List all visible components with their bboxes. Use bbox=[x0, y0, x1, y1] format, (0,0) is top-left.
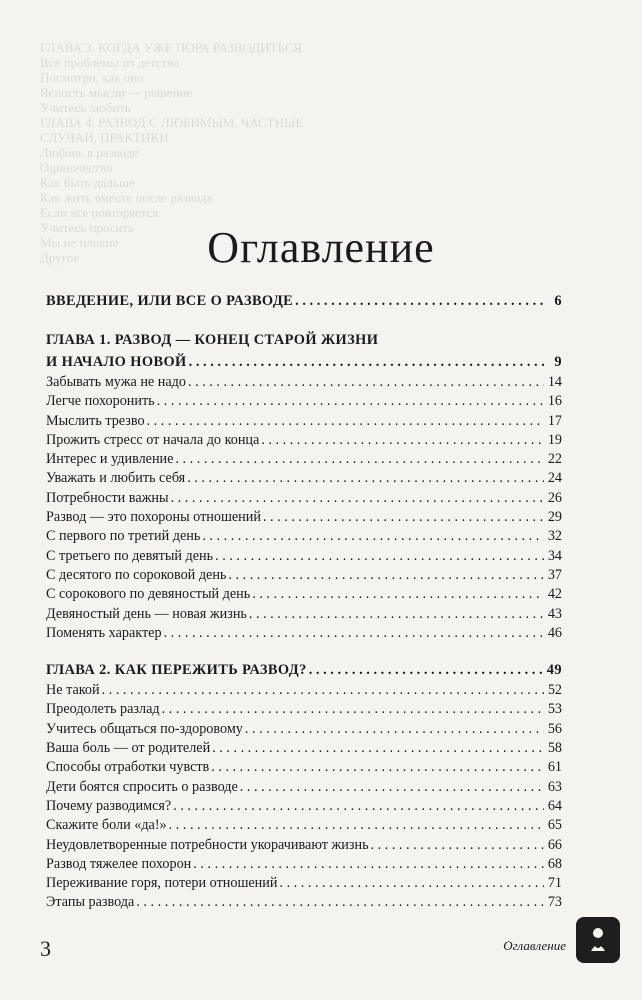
toc-item[interactable] bbox=[46, 392, 562, 411]
chapter-heading-1-line2[interactable] bbox=[46, 351, 562, 373]
toc-item-label: С десятого по сороковой день bbox=[46, 566, 227, 583]
toc-item[interactable] bbox=[46, 624, 562, 643]
toc-item-page: 68 bbox=[547, 855, 562, 872]
toc-item[interactable] bbox=[46, 874, 562, 893]
leader-dots bbox=[249, 605, 544, 624]
toc-item-label: С первого по третий день bbox=[46, 528, 201, 545]
toc-item-page: 63 bbox=[547, 778, 562, 795]
leader-dots bbox=[295, 290, 544, 309]
toc-item-label: Дети боятся спросить о разводе bbox=[46, 778, 238, 795]
leader-dots bbox=[136, 893, 544, 912]
toc-item-label: Не такой bbox=[46, 682, 100, 699]
toc-item[interactable] bbox=[46, 469, 562, 488]
toc-item-label: Преодолеть разлад bbox=[46, 701, 160, 718]
page-title: Оглавление bbox=[207, 223, 435, 272]
leader-dots bbox=[188, 373, 544, 392]
toc-item-page: 19 bbox=[547, 431, 562, 448]
toc-item-page: 64 bbox=[547, 797, 562, 814]
toc-item-page: 56 bbox=[547, 720, 562, 737]
figure-icon bbox=[576, 917, 620, 963]
toc-item-page: 61 bbox=[547, 759, 562, 776]
leader-dots bbox=[157, 392, 544, 411]
toc-item-page: 65 bbox=[547, 817, 562, 834]
toc-item-label: Этапы развода bbox=[46, 894, 135, 911]
leader-dots bbox=[202, 527, 544, 546]
leader-dots bbox=[102, 681, 544, 700]
leader-dots bbox=[228, 566, 544, 585]
toc-item-label: Легче похоронить bbox=[46, 393, 155, 410]
toc-item-label: Развод тяжелее похорон bbox=[46, 855, 192, 872]
toc-item[interactable] bbox=[46, 547, 562, 566]
leader-dots bbox=[240, 778, 544, 797]
toc-item-page: 71 bbox=[547, 875, 562, 892]
toc-item-page: 43 bbox=[547, 605, 562, 622]
toc-item-label: Прожить стресс от начала до конца bbox=[46, 431, 260, 448]
leader-dots bbox=[147, 412, 544, 431]
leader-dots bbox=[193, 855, 544, 874]
toc-item-page: 24 bbox=[547, 470, 562, 487]
toc-entry-page: 49 bbox=[546, 662, 562, 679]
toc-item-page: 53 bbox=[547, 701, 562, 718]
chapter-label: ГЛАВА 1. РАЗВОД — КОНЕЦ СТАРОЙ ЖИЗНИ bbox=[46, 332, 379, 348]
toc-item-label: Забывать мужа не надо bbox=[46, 374, 186, 390]
toc-item-label: Ваша боль — от родителей bbox=[46, 740, 211, 757]
toc-item-label: Неудовлетворенные потребности укорачивают жизнь bbox=[46, 836, 369, 853]
toc-item[interactable] bbox=[46, 489, 562, 508]
leader-dots bbox=[252, 585, 544, 604]
toc-item[interactable] bbox=[46, 431, 562, 450]
toc-item-page: 29 bbox=[547, 509, 562, 526]
toc-entry-label: ВВЕДЕНИЕ, ИЛИ ВСЕ О РАЗВОДЕ bbox=[46, 293, 294, 309]
toc-item[interactable] bbox=[46, 527, 562, 546]
leader-dots bbox=[212, 739, 544, 758]
toc-item-page: 34 bbox=[547, 547, 562, 564]
toc-item[interactable] bbox=[46, 585, 562, 604]
leader-dots bbox=[211, 758, 544, 777]
leader-dots bbox=[162, 700, 544, 719]
show-through-text: ГЛАВА 3. КОГДА УЖЕ ПОРА РАЗВОДИТЬСЯ Все проблемы из детства Посмотри, как оно Ясность мысли — решение Учитесь любить ГЛАВА 4. РАЗВОД С ЛЮБИМЫМ. ЧАСТНЫЕ СЛУЧАИ, ПРАКТИКИ Любовь в разводе Одиночество Как быть дальше Как жить вместе после развода Если все повторяется Учитесь просить Мы не плохие Другое bbox=[40, 40, 304, 265]
toc-item-page: 17 bbox=[547, 412, 562, 429]
toc-item[interactable] bbox=[46, 508, 562, 527]
toc-item-page: 66 bbox=[547, 836, 562, 853]
toc-item[interactable] bbox=[46, 778, 562, 797]
leader-dots bbox=[309, 659, 544, 678]
leader-dots bbox=[371, 836, 544, 855]
leader-dots bbox=[169, 816, 544, 835]
toc-item-label: Скажите боли «да!» bbox=[46, 817, 167, 834]
leader-dots bbox=[173, 797, 544, 816]
toc-item-page: 14 bbox=[547, 374, 562, 390]
leader-dots bbox=[261, 431, 544, 450]
toc-item[interactable] bbox=[46, 566, 562, 585]
toc-item[interactable] bbox=[46, 720, 562, 739]
leader-dots bbox=[215, 547, 544, 566]
toc-item-page: 16 bbox=[547, 393, 562, 410]
toc-item-page: 46 bbox=[547, 624, 562, 641]
toc-item-page: 22 bbox=[547, 451, 562, 468]
page-number: 3 bbox=[40, 936, 51, 961]
toc-item-page: 32 bbox=[547, 528, 562, 545]
chapter-heading-1-line1[interactable] bbox=[46, 329, 562, 351]
toc-item[interactable] bbox=[46, 797, 562, 816]
toc-item[interactable] bbox=[46, 739, 562, 758]
toc-entry-page: 9 bbox=[554, 354, 562, 370]
toc-item-page: 58 bbox=[547, 740, 562, 757]
toc-item-label: С сорокового по девяностый день bbox=[46, 586, 251, 603]
leader-dots bbox=[171, 489, 544, 508]
toc-item[interactable] bbox=[46, 758, 562, 777]
toc-item-page: 73 bbox=[547, 894, 562, 911]
leader-dots bbox=[263, 508, 544, 527]
toc-item-page: 37 bbox=[547, 566, 562, 583]
toc-item-label: Интерес и удивление bbox=[46, 451, 174, 468]
leader-dots bbox=[187, 469, 544, 488]
toc-entry-intro[interactable] bbox=[46, 290, 562, 312]
toc-item[interactable] bbox=[46, 412, 562, 431]
toc-item-label: Поменять характер bbox=[46, 624, 162, 641]
toc-item-label: Потребности важны bbox=[46, 489, 169, 506]
toc-item-page: 42 bbox=[547, 586, 562, 603]
toc-item[interactable] bbox=[46, 816, 562, 835]
toc-item-page: 52 bbox=[547, 682, 562, 699]
toc-item-page: 26 bbox=[547, 489, 562, 506]
section-badge bbox=[576, 917, 620, 963]
toc-item-label: Уважать и любить себя bbox=[46, 470, 186, 487]
toc-item-label: Способы отработки чувств bbox=[46, 759, 210, 776]
toc-item[interactable] bbox=[46, 700, 562, 719]
chapter-label: ГЛАВА 2. КАК ПЕРЕЖИТЬ РАЗВОД? bbox=[46, 662, 307, 679]
chapter-heading-2[interactable] bbox=[46, 659, 562, 681]
running-footer: Оглавление bbox=[503, 938, 566, 953]
leader-dots bbox=[245, 720, 544, 739]
toc-item-label: Почему разводимся? bbox=[46, 797, 172, 814]
chapter-label: И НАЧАЛО НОВОЙ bbox=[46, 354, 187, 370]
leader-dots bbox=[279, 874, 544, 893]
toc-item-label: Развод — это похороны отношений bbox=[46, 509, 261, 526]
toc-item[interactable] bbox=[46, 681, 562, 700]
leader-dots bbox=[175, 450, 544, 469]
toc-item[interactable] bbox=[46, 373, 562, 392]
toc-item-label: Учитесь общаться по-здоровому bbox=[46, 720, 243, 737]
leader-dots bbox=[164, 624, 544, 643]
toc-item[interactable] bbox=[46, 450, 562, 469]
toc-item[interactable] bbox=[46, 855, 562, 874]
toc-item[interactable] bbox=[46, 893, 562, 912]
toc-item[interactable] bbox=[46, 836, 562, 855]
toc-entry-page: 6 bbox=[554, 293, 562, 309]
toc-item[interactable] bbox=[46, 605, 562, 624]
toc-item-label: Переживание горя, потери отношений bbox=[46, 875, 278, 892]
toc-item-label: Мыслить трезво bbox=[46, 412, 145, 429]
toc-item-label: Девяностый день — новая жизнь bbox=[46, 605, 247, 622]
toc-item-label: С третьего по девятый день bbox=[46, 547, 214, 564]
table-of-contents bbox=[46, 290, 562, 913]
leader-dots bbox=[189, 351, 544, 370]
